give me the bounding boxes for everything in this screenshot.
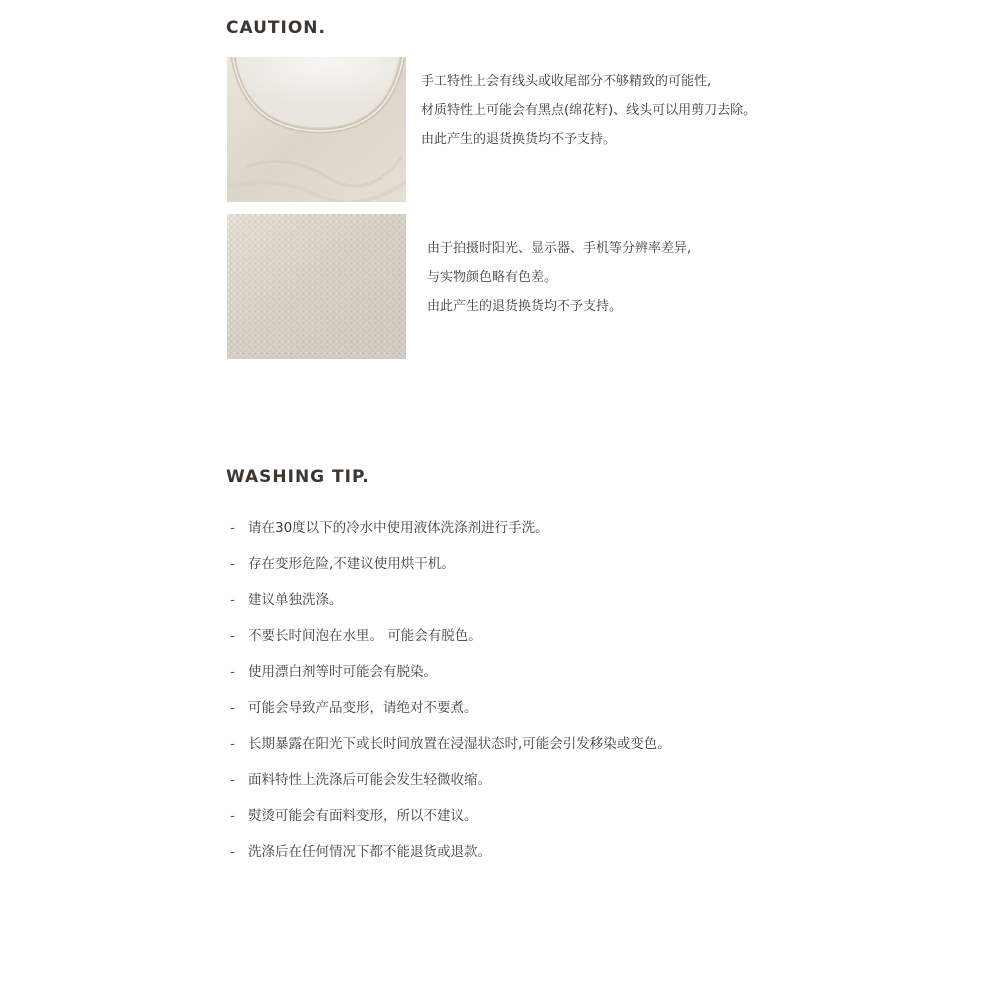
list-item xyxy=(230,730,671,766)
list-item-text: 可能会导致产品变形，请绝对不要煮。 xyxy=(248,700,478,716)
bullet-dash: - xyxy=(230,736,235,752)
washing-tip-list xyxy=(230,514,671,874)
caution-note-1 xyxy=(421,67,756,154)
list-item xyxy=(230,586,671,622)
list-item xyxy=(230,550,671,586)
bullet-dash: - xyxy=(230,664,235,680)
bullet-dash: - xyxy=(230,520,235,536)
washing-tip-heading: WASHING TIP. xyxy=(226,467,370,487)
neckline-photo xyxy=(227,57,406,202)
caution-note-2 xyxy=(427,234,691,321)
list-item-text: 使用漂白剂等时可能会有脱染。 xyxy=(248,664,437,680)
list-item xyxy=(230,802,671,838)
caution-note-1-line: 由此产生的退货换货均不予支持。 xyxy=(421,132,617,147)
list-item-text: 洗涤后在任何情况下都不能退货或退款。 xyxy=(248,844,491,860)
list-item-text: 长期暴露在阳光下或长时间放置在浸湿状态时,可能会引发移染或变色。 xyxy=(248,736,671,752)
fabric-texture-photo xyxy=(227,214,406,359)
list-item xyxy=(230,766,671,802)
caution-note-2-line: 由此产生的退货换货均不予支持。 xyxy=(427,299,623,314)
caution-note-1-line: 手工特性上会有线头或收尾部分不够精致的可能性, xyxy=(421,74,712,89)
bullet-dash: - xyxy=(230,556,235,572)
list-item-text: 存在变形危险,不建议使用烘干机。 xyxy=(248,556,455,572)
bullet-dash: - xyxy=(230,844,235,860)
bullet-dash: - xyxy=(230,772,235,788)
bullet-dash: - xyxy=(230,592,235,608)
caution-note-2-line: 与实物颜色略有色差。 xyxy=(427,270,558,285)
bullet-dash: - xyxy=(230,808,235,824)
list-item xyxy=(230,838,671,874)
caution-note-2-line: 由于拍摄时阳光、显示器、手机等分辨率差异, xyxy=(427,241,692,256)
list-item xyxy=(230,658,671,694)
list-item-text: 面料特性上洗涤后可能会发生轻微收缩。 xyxy=(248,772,491,788)
list-item-text: 不要长时间泡在水里。 可能会有脱色。 xyxy=(248,628,482,644)
list-item xyxy=(230,694,671,730)
list-item-text: 请在30度以下的冷水中使用液体洗涤剂进行手洗。 xyxy=(248,520,549,536)
bullet-dash: - xyxy=(230,628,235,644)
caution-note-1-line: 材质特性上可能会有黑点(绵花籽)、线头可以用剪刀去除。 xyxy=(421,103,757,118)
caution-heading: CAUTION. xyxy=(226,18,326,38)
list-item xyxy=(230,622,671,658)
list-item xyxy=(230,514,671,550)
list-item-text: 建议单独洗涤。 xyxy=(248,592,343,608)
list-item-text: 熨烫可能会有面料变形，所以不建议。 xyxy=(248,808,478,824)
bullet-dash: - xyxy=(230,700,235,716)
